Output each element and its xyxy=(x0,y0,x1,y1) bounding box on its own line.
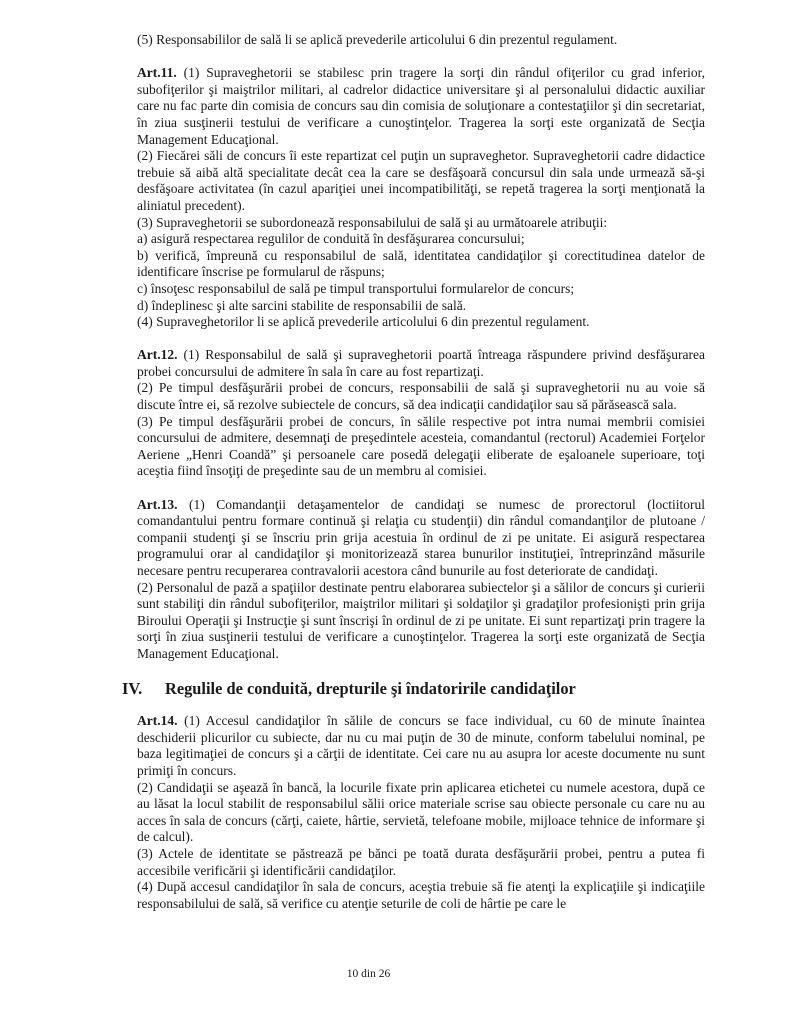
art14-p2: (2) Candidaţii se aşează în bancă, la locurile fixate prin aplicarea etichetei cu numele acestora, după ce au lăsat la locul stabilit de responsabilul sălii orice materiale scrise sau obiecte personale cu care nu au acces în sala de concurs (cărţi, caiete, hârtie, servietă, telefoane mobile, mijloace tehnice de informare şi de calcul). xyxy=(137,779,705,845)
page-number: 10 din 26 xyxy=(346,968,391,980)
art11-p1 xyxy=(137,65,705,148)
section-heading xyxy=(122,679,705,699)
art12-p1-text: (1) Responsabilul de sală şi supraveghetorii poartă întreaga răspundere privind desfăşurarea probei concursului de admitere în sala în care au fost repartizaţi. xyxy=(137,347,706,379)
article-14 xyxy=(137,713,705,912)
art13-p1 xyxy=(137,497,705,580)
article-label: Art.14. xyxy=(137,713,178,729)
section-number: IV. xyxy=(122,679,143,699)
art11-item-a: a) asigură respectarea regulilor de conduită în desfăşurarea concursului; xyxy=(137,231,525,247)
art11-p2: (2) Fiecărei săli de concurs îi este repartizat cel puţin un supraveghetor. Supraveghetorii cadre didactice trebuie să aibă altă specialitate decât cea la care se desfăşoară concursul din sala unde urmează să-şi desfăşoare activitatea (în cazul apariţiei unei incompatibilităţi, se repetă tragerea la sorţi menţionată la aliniatul precedent). xyxy=(137,148,705,213)
art11-item-c: c) însoţesc responsabilul de sală pe timpul transportului formularelor de concurs; xyxy=(137,280,575,296)
article-label: Art.12. xyxy=(137,347,178,363)
art14-p1 xyxy=(137,713,705,779)
section-title: Regulile de conduită, drepturile şi îndatoririle candidaţilor xyxy=(165,679,576,699)
art11-p3: (3) Supraveghetorii se subordonează responsabilului de sală şi au următoarele atribuţii: xyxy=(137,214,608,230)
article-label: Art.13. xyxy=(137,496,178,512)
paragraph-resp-5: (5) Responsabililor de sală li se aplică prevederile articolului 6 din prezentul regulament. xyxy=(137,32,618,47)
art13-p2: (2) Personalul de pază a spaţiilor destinate pentru elaborarea subiectelor şi a sălilor de concurs şi curierii sunt stabiliţi din rândul subofiţerilor, maiştrilor militari şi soldaţilor şi gradaţilor profesionişti prin grija Biroului Operaţii şi Instrucţie şi sunt înscrişi în ordinul de zi pe unitate. Ei sunt repartizaţi prin tragere la sorţi în ziua susţinerii testului de verificare a cunoştinţelor. Tragerea la sorţi este organizată de Secţia Management Educaţional. xyxy=(137,579,705,661)
article-label: Art.11. xyxy=(137,65,177,81)
art12-p2: (2) Pe timpul desfăşurării probei de concurs, responsabilii de sală şi supraveghetorii nu au voie să discute între ei, să rezolve subiectele de concurs, să dea indicaţii candidaţilor sau să părăsească sala. xyxy=(137,380,705,413)
art14-p3: (3) Actele de identitate se păstrează pe bănci pe toată durata desfăşurării probei, pentru a putea fi accesibile verificării şi identificării candidaţilor. xyxy=(137,845,705,878)
art12-p1 xyxy=(137,347,705,380)
article-12 xyxy=(137,347,705,480)
art11-p1-text: (1) Supraveghetorii se stabilesc prin tragere la sorţi din rândul ofiţerilor cu grad inferior, subofiţerilor şi maiştrilor militari, al cadrelor didactice universitare şi al personalului didactic auxiliar care nu fac parte din comisia de concurs sau din comisia de soluţionare a contestaţiilor şi din secretariat, în ziua susţinerii testului de verificare a cunoştinţelor. Tragerea la sorţi este organizată de Secţia Management Educaţional. xyxy=(137,65,706,147)
article-11 xyxy=(137,65,705,331)
art11-p4: (4) Supraveghetorilor li se aplică prevederile articolului 6 din prezentul regulament. xyxy=(137,314,590,330)
art14-p4: (4) După accesul candidaţilor în sala de concurs, aceştia trebuie să fie atenţi la explicaţiile şi indicaţiile responsabilului de sală, să verifice cu atenţie seturile de coli de hârtie pe care le xyxy=(137,879,705,911)
art13-p1-text: (1) Comandanţii detaşamentelor de candidaţi se numesc de prorectorul (loctiitorul comandantului pentru formare continuă şi relaţia cu studenţii) din rândul comandanţilor de plutoane / companii studenţi şi se înscriu prin grija acestuia în ordinul de zi pe unitate. Ei asigură respectarea programului orar al candidaţilor şi monitorizează starea bunurilor instituţiei, întreprinzând măsurile necesare pentru recuperarea contravalorii acestora când bunurile au fost deteriorate de candidaţi. xyxy=(137,496,705,578)
art11-item-b: b) verifică, împreună cu responsabilul de sală, identitatea candidaţilor şi corectitudinea datelor de identificare înscrise pe formularul de răspuns; xyxy=(137,247,705,280)
page-footer xyxy=(0,966,791,983)
art12-p3: (3) Pe timpul desfăşurării probei de concurs, în sălile respective pot intra numai membrii comisiei concursului de admitere, desemnaţi de preşedintele acesteia, comandantul (rectorul) Academiei Forţelor Aeriene „Henri Coandă” şi persoanele care posedă delegaţii eliberate de eşaloanele superioare, toţi aceştia fiind însoţiţi de preşedinte sau de un membru al comisiei. xyxy=(137,413,705,479)
page-content xyxy=(122,32,706,912)
art11-item-d: d) îndeplinesc şi alte sarcini stabilite de responsabilii de sală. xyxy=(137,297,467,313)
article-13 xyxy=(137,497,705,663)
art14-p1-text: (1) Accesul candidaţilor în sălile de concurs se face individual, cu 60 de minute înaintea deschiderii plicurilor cu subiecte, dar nu cu mai puţin de 30 de minute, conform tabelului nominal, pe baza legitimaţiei de concurs şi a cărţii de identitate. Cei care nu au asupra lor aceste documente nu sunt primiţi în concurs. xyxy=(137,713,705,778)
